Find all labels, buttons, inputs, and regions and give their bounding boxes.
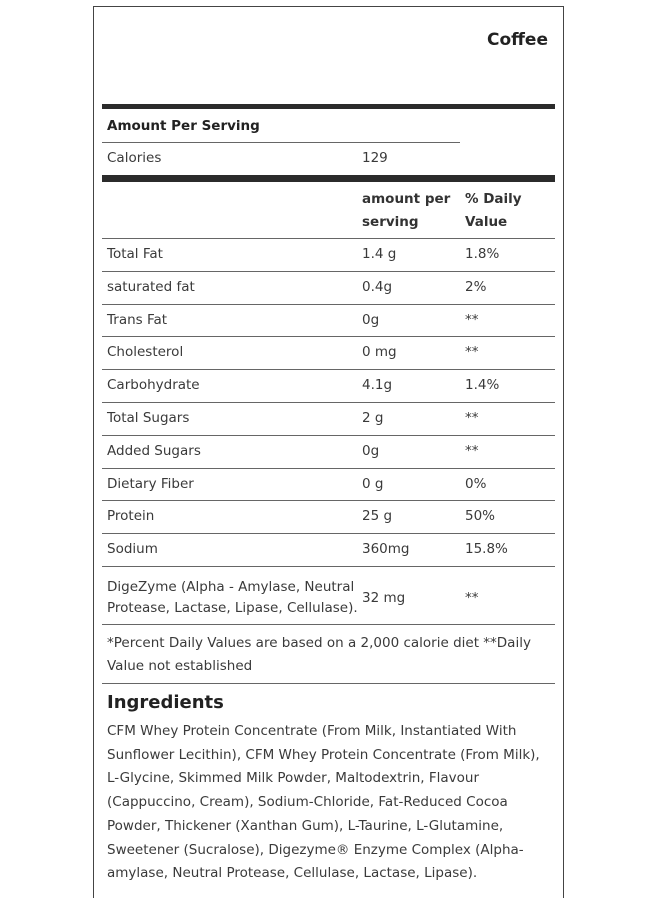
nutrient-name: Trans Fat <box>107 311 168 328</box>
ingredients-heading: Ingredients <box>107 692 224 713</box>
dv-header-line2: Value <box>465 214 508 230</box>
nutrient-amount: 0 mg <box>362 344 397 361</box>
nutrient-amount: 0g <box>362 311 380 328</box>
row-divider <box>102 142 460 143</box>
daily-value-footnote: *Percent Daily Values are based on a 2,000 calorie diet **Daily Value not established <box>107 635 531 674</box>
row-divider <box>102 500 555 501</box>
digezyme-line-2: Protease, Lactase, Lipase, Cellulase). <box>107 600 358 616</box>
digezyme-line-1: DigeZyme (Alpha - Amylase, Neutral <box>107 579 355 595</box>
thick-divider-calories <box>102 175 555 182</box>
frame-top-border <box>93 6 564 7</box>
row-divider <box>102 369 555 370</box>
amount-header-line2: serving <box>362 214 419 230</box>
nutrient-amount: 0 g <box>362 475 384 492</box>
row-divider <box>102 336 555 337</box>
row-divider <box>102 271 555 272</box>
row-divider <box>102 624 555 625</box>
nutrient-daily-value: ** <box>465 344 479 361</box>
amount-header-line1: amount per <box>362 191 451 207</box>
calories-value: 129 <box>362 150 388 166</box>
daily-value-column-header <box>465 188 522 234</box>
amount-per-serving-heading: Amount Per Serving <box>107 118 260 134</box>
row-divider <box>102 566 555 567</box>
nutrient-name: saturated fat <box>107 278 195 295</box>
nutrient-daily-value: ** <box>465 410 479 426</box>
nutrient-daily-value: 2% <box>465 278 487 295</box>
nutrient-daily-value: ** <box>465 442 479 459</box>
nutrient-amount: 360mg <box>362 541 410 558</box>
nutrient-amount: 2 g <box>362 410 384 426</box>
digezyme-amount: 32 mg <box>362 590 406 606</box>
nutrient-name: Added Sugars <box>107 442 201 459</box>
thick-divider-top <box>102 104 555 109</box>
product-title: Coffee <box>487 30 548 50</box>
frame-right-border <box>563 6 564 898</box>
nutrient-amount: 1.4 g <box>362 246 397 262</box>
row-divider <box>102 468 555 469</box>
nutrient-name: Total Fat <box>107 246 163 262</box>
nutrient-amount: 0g <box>362 442 380 459</box>
digezyme-daily-value: ** <box>465 590 479 606</box>
row-divider <box>102 402 555 403</box>
nutrient-daily-value: ** <box>465 311 479 328</box>
calories-label: Calories <box>107 150 162 166</box>
ingredients-text: CFM Whey Protein Concentrate (From Milk, Instantiated With Sunflower Lecithin), CFM Whey Protein Concentrate (From Milk), L-Glycine, Skimmed Milk Powder, Maltodextrin, Flavour (Cappuccino, Cream), Sodium-Chloride, Fat-Reduced Cocoa Powder, Thickener (Xanthan Gum), L-Taurine, L-Glutamine, Sweetener (Sucralose), Digezyme® Enzyme Complex (Alpha-amylase, Neutral Protease, Cellulase, Lactase, Lipase). <box>107 723 540 882</box>
nutrient-name: Protein <box>107 508 155 525</box>
nutrient-amount: 4.1g <box>362 377 393 394</box>
nutrient-name: Carbohydrate <box>107 377 200 394</box>
nutrient-name: Sodium <box>107 541 158 558</box>
row-divider <box>102 435 555 436</box>
row-divider <box>102 304 555 305</box>
row-divider <box>102 683 555 684</box>
nutrient-daily-value: 0% <box>465 475 487 492</box>
frame-left-border <box>93 6 94 898</box>
amount-column-header <box>362 188 450 234</box>
nutrient-name: Dietary Fiber <box>107 475 194 492</box>
row-divider <box>102 533 555 534</box>
nutrient-amount: 25 g <box>362 508 393 525</box>
row-divider <box>102 238 555 239</box>
nutrient-amount: 0.4g <box>362 278 393 295</box>
nutrient-name: Total Sugars <box>107 410 190 426</box>
nutrient-name: Cholesterol <box>107 344 184 361</box>
nutrient-daily-value: 50% <box>465 508 496 525</box>
nutrient-daily-value: 15.8% <box>465 541 508 558</box>
nutrient-daily-value: 1.8% <box>465 246 500 262</box>
digezyme-label <box>107 577 358 619</box>
nutrient-daily-value: 1.4% <box>465 377 500 394</box>
dv-header-line1: % Daily <box>465 191 522 207</box>
